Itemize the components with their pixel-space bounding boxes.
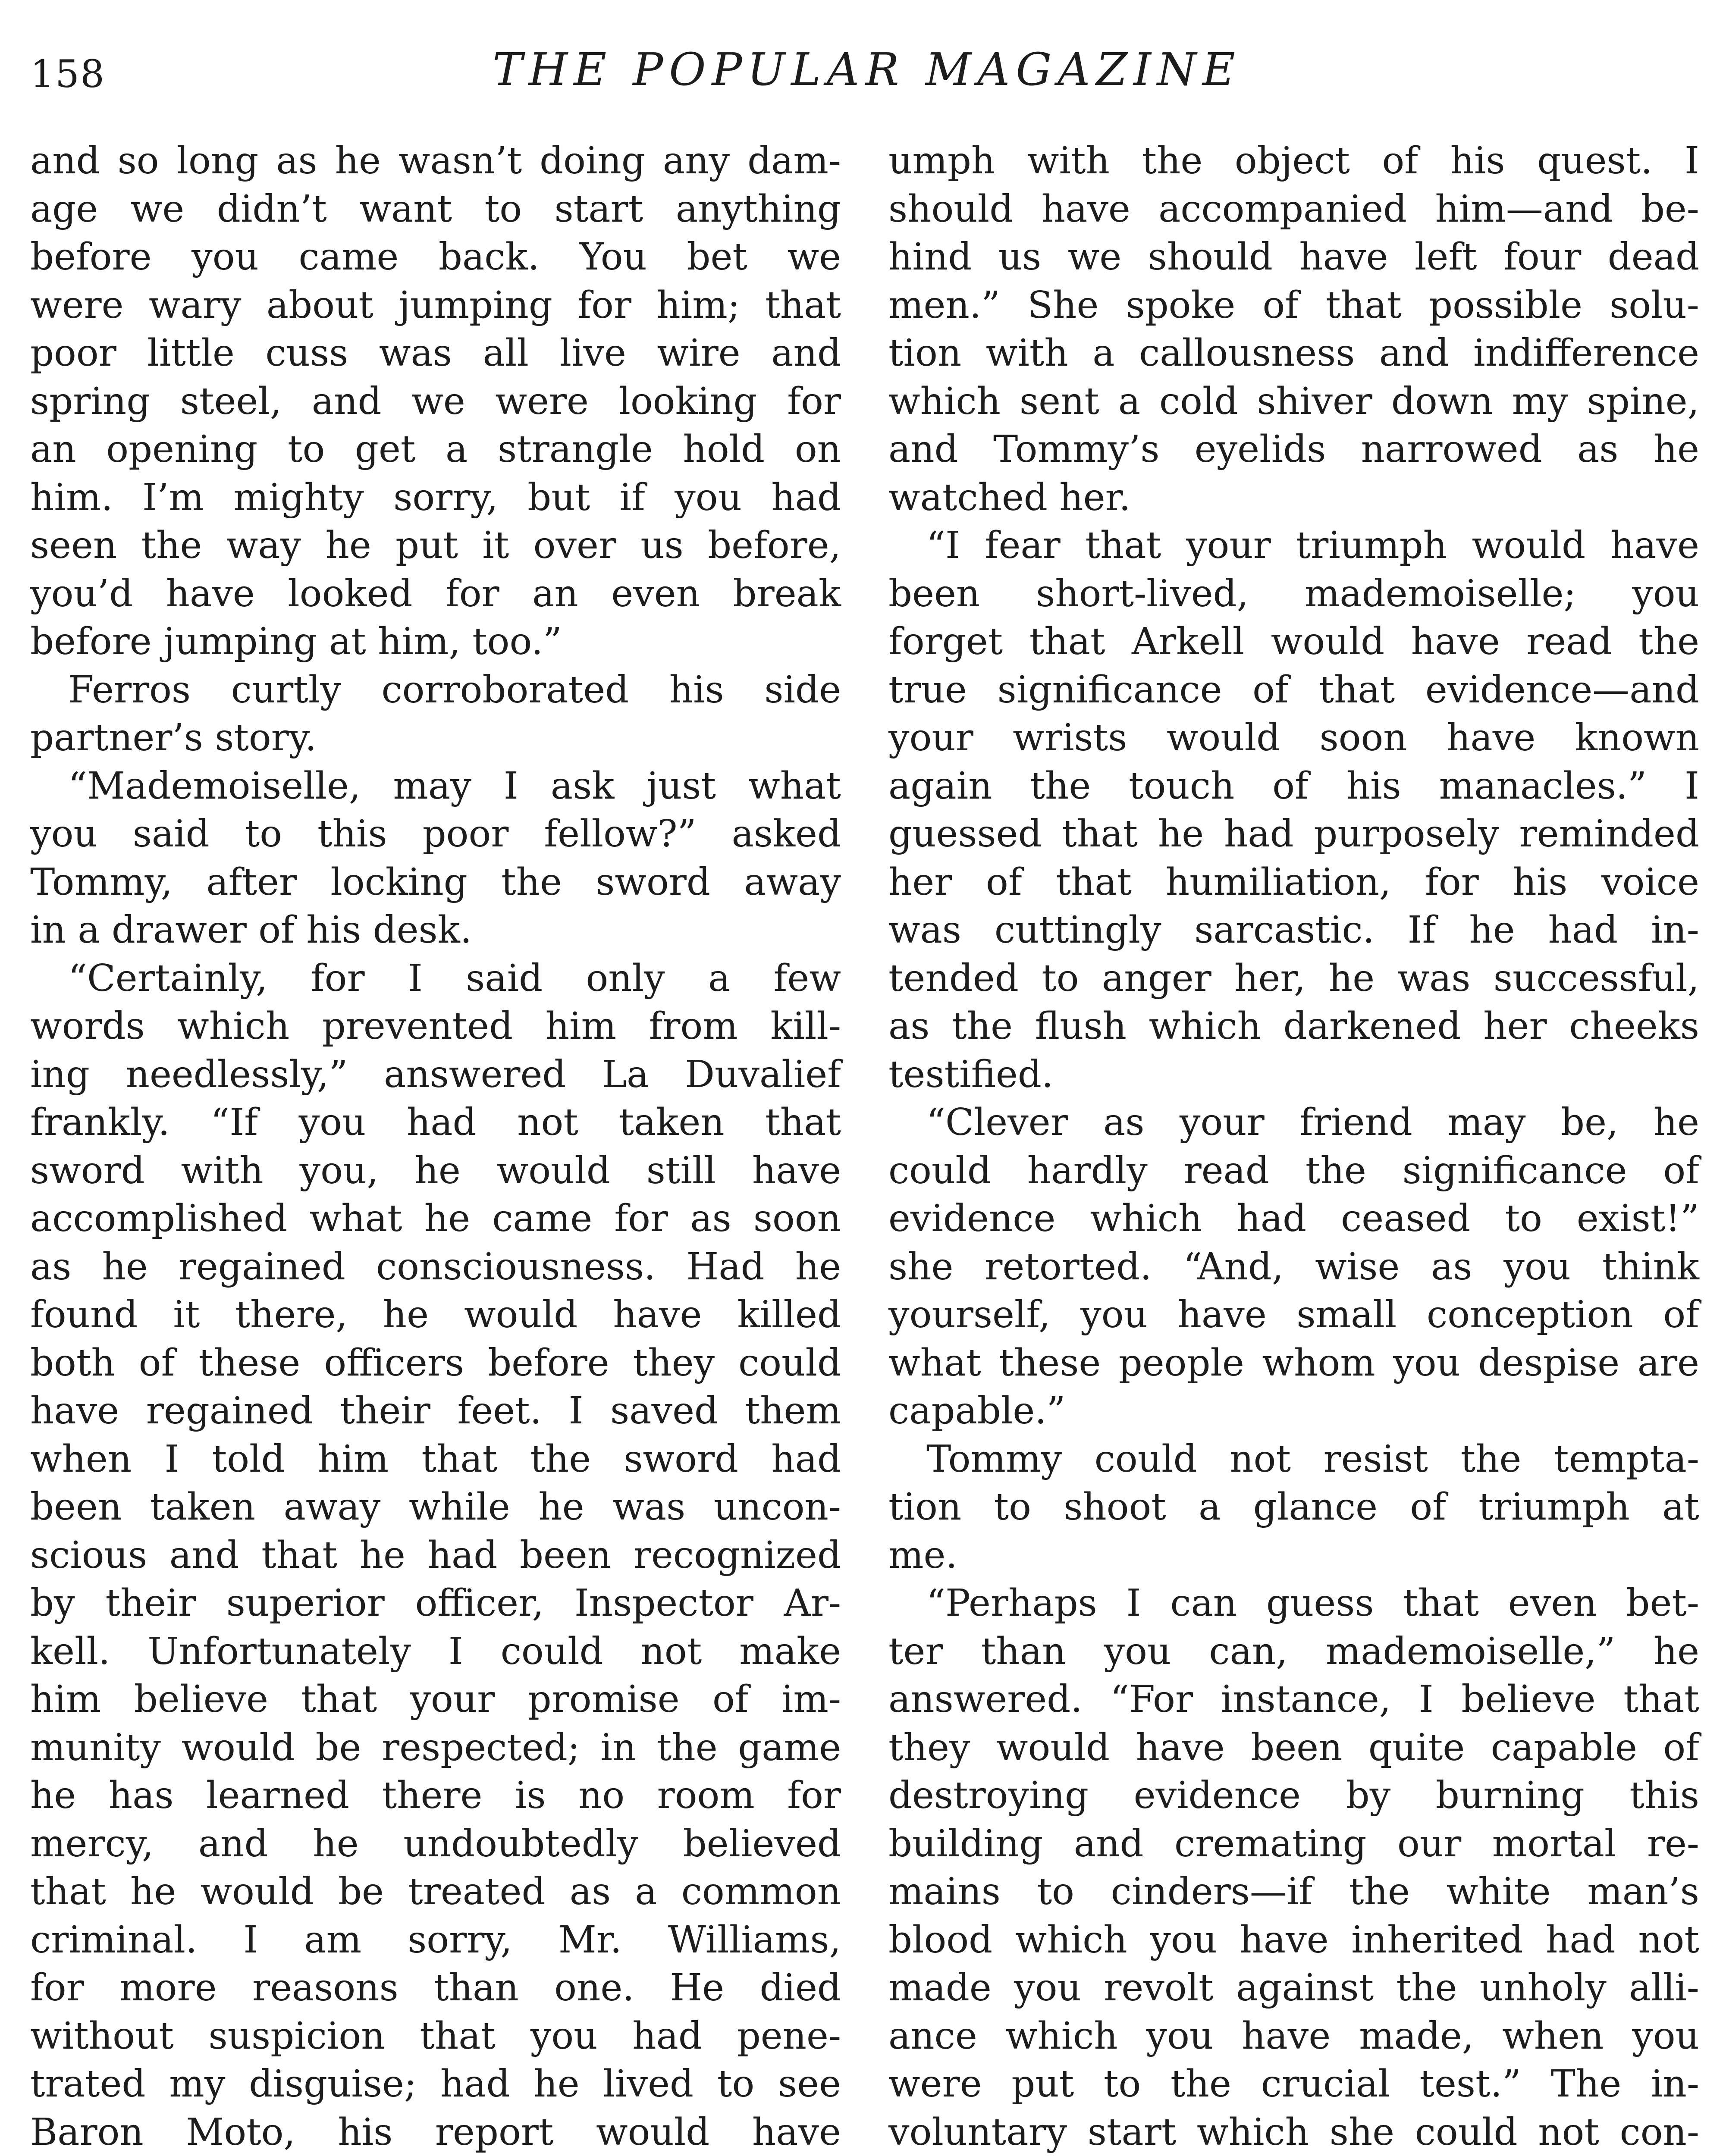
text-line: answered. “For instance, I believe that bbox=[888, 1678, 1699, 1721]
text-line: her of that humiliation, for his voice bbox=[888, 860, 1699, 904]
text-line: munity would be respected; in the game bbox=[30, 1726, 841, 1769]
text-line: what these people whom you despise are bbox=[888, 1341, 1699, 1385]
text-line: yourself, you have small conception of bbox=[888, 1293, 1699, 1336]
text-line: trated my disguise; had he lived to see bbox=[30, 2062, 841, 2106]
text-line: “Perhaps I can guess that even bet- bbox=[926, 1582, 1699, 1625]
text-line: frankly. “If you had not taken that bbox=[30, 1101, 841, 1144]
text-line: as the flush which darkened her cheeks bbox=[888, 1005, 1699, 1048]
text-line: men.” She spoke of that possible solu- bbox=[888, 283, 1699, 327]
text-line: watched her. bbox=[888, 476, 1131, 519]
text-line: words which prevented him from kill- bbox=[30, 1005, 841, 1048]
text-line: Tommy could not resist the tempta- bbox=[926, 1437, 1699, 1481]
text-line: umph with the object of his quest. I bbox=[888, 139, 1699, 182]
text-line: age we didn’t want to start anything bbox=[30, 187, 841, 231]
text-line: were put to the crucial test.” The in- bbox=[888, 2062, 1699, 2106]
text-line: evidence which had ceased to exist!” bbox=[888, 1197, 1699, 1240]
text-line: poor little cuss was all live wire and bbox=[30, 332, 841, 375]
page-number: 158 bbox=[30, 52, 105, 96]
text-line: she retorted. “And, wise as you think bbox=[888, 1245, 1699, 1288]
text-line: “Certainly, for I said only a few bbox=[68, 956, 841, 1000]
text-line: could hardly read the significance of bbox=[888, 1149, 1699, 1192]
text-line: tion with a callousness and indifference bbox=[888, 332, 1699, 375]
text-line: ter than you can, mademoiselle,” he bbox=[888, 1630, 1699, 1673]
text-line: have regained their feet. I saved them bbox=[30, 1389, 841, 1432]
text-line: him believe that your promise of im- bbox=[30, 1678, 841, 1721]
text-line: without suspicion that you had pene- bbox=[30, 2014, 841, 2058]
text-line: by their superior officer, Inspector Ar- bbox=[30, 1582, 841, 1625]
running-head bbox=[30, 34, 1704, 121]
text-line: “Mademoiselle, may I ask just what bbox=[68, 764, 841, 808]
text-line: as he regained consciousness. Had he bbox=[30, 1245, 841, 1288]
text-line: sword with you, he would still have bbox=[30, 1149, 841, 1192]
text-line: you said to this poor fellow?” asked bbox=[30, 812, 841, 856]
text-line: in a drawer of his desk. bbox=[30, 909, 472, 952]
text-line: tion to shoot a glance of triumph at bbox=[888, 1485, 1699, 1529]
text-line: true significance of that evidence—and bbox=[888, 668, 1699, 711]
text-line: tended to anger her, he was successful, bbox=[888, 956, 1699, 1000]
text-line: mercy, and he undoubtedly believed bbox=[30, 1822, 841, 1865]
text-line: you’d have looked for an even break bbox=[30, 572, 841, 615]
text-line: scious and that he had been recognized bbox=[30, 1533, 841, 1577]
text-line: “Clever as your friend may be, he bbox=[926, 1101, 1699, 1144]
text-line: spring steel, and we were looking for bbox=[30, 379, 841, 423]
text-line: voluntary start which she could not con- bbox=[888, 2110, 1699, 2154]
text-line: kell. Unfortunately I could not make bbox=[30, 1630, 841, 1673]
text-line: found it there, he would have killed bbox=[30, 1293, 841, 1336]
text-line: they would have been quite capable of bbox=[888, 1726, 1699, 1769]
text-line: should have accompanied him—and be- bbox=[888, 187, 1699, 231]
right-text-column bbox=[888, 137, 1699, 2156]
text-line: been taken away while he was uncon- bbox=[30, 1485, 841, 1529]
text-line: destroying evidence by burning this bbox=[888, 1774, 1699, 1817]
text-line: and Tommy’s eyelids narrowed as he bbox=[888, 428, 1699, 471]
text-line: which sent a cold shiver down my spine, bbox=[888, 379, 1699, 423]
text-line: when I told him that the sword had bbox=[30, 1437, 841, 1481]
text-line: testified. bbox=[888, 1053, 1054, 1096]
text-line: Tommy, after locking the sword away bbox=[30, 860, 841, 904]
text-line: him. I’m mighty sorry, but if you had bbox=[30, 476, 841, 519]
text-line: partner’s story. bbox=[30, 716, 317, 759]
text-line: Ferros curtly corroborated his side bbox=[68, 668, 841, 711]
text-line: both of these officers before they could bbox=[30, 1341, 841, 1385]
text-line: before you came back. You bet we bbox=[30, 235, 841, 279]
text-line: accomplished what he came for as soon bbox=[30, 1197, 841, 1240]
text-line: he has learned there is no room for bbox=[30, 1774, 841, 1817]
text-line: “I fear that your triumph would have bbox=[926, 524, 1699, 567]
magazine-title: THE POPULAR MAGAZINE bbox=[493, 43, 1241, 96]
text-line: were wary about jumping for him; that bbox=[30, 283, 841, 327]
text-line: was cuttingly sarcastic. If he had in- bbox=[888, 909, 1699, 952]
text-line: criminal. I am sorry, Mr. Williams, bbox=[30, 1918, 841, 1962]
text-line: for more reasons than one. He died bbox=[30, 1966, 841, 2009]
text-line: been short-lived, mademoiselle; you bbox=[888, 572, 1699, 615]
text-line: Baron Moto, his report would have bbox=[30, 2110, 841, 2154]
text-line: mains to cinders—if the white man’s bbox=[888, 1870, 1699, 1913]
text-line: hind us we should have left four dead bbox=[888, 235, 1699, 279]
text-line: before jumping at him, too.” bbox=[30, 620, 562, 663]
text-line: me. bbox=[888, 1533, 957, 1577]
text-line: your wrists would soon have known bbox=[888, 716, 1699, 759]
text-line: made you revolt against the unholy alli- bbox=[888, 1966, 1699, 2009]
text-line: and so long as he wasn’t doing any dam- bbox=[30, 139, 841, 182]
text-line: that he would be treated as a common bbox=[30, 1870, 841, 1913]
left-text-column bbox=[30, 137, 841, 2156]
text-line: blood which you have inherited had not bbox=[888, 1918, 1699, 1962]
text-line: an opening to get a strangle hold on bbox=[30, 428, 841, 471]
text-line: forget that Arkell would have read the bbox=[888, 620, 1699, 663]
text-line: ing needlessly,” answered La Duvalief bbox=[30, 1053, 841, 1096]
text-line: ance which you have made, when you bbox=[888, 2014, 1699, 2058]
text-line: building and cremating our mortal re- bbox=[888, 1822, 1699, 1865]
text-line: again the touch of his manacles.” I bbox=[888, 764, 1699, 808]
text-line: capable.” bbox=[888, 1389, 1066, 1432]
text-line: seen the way he put it over us before, bbox=[30, 524, 841, 567]
text-line: guessed that he had purposely reminded bbox=[888, 812, 1699, 856]
